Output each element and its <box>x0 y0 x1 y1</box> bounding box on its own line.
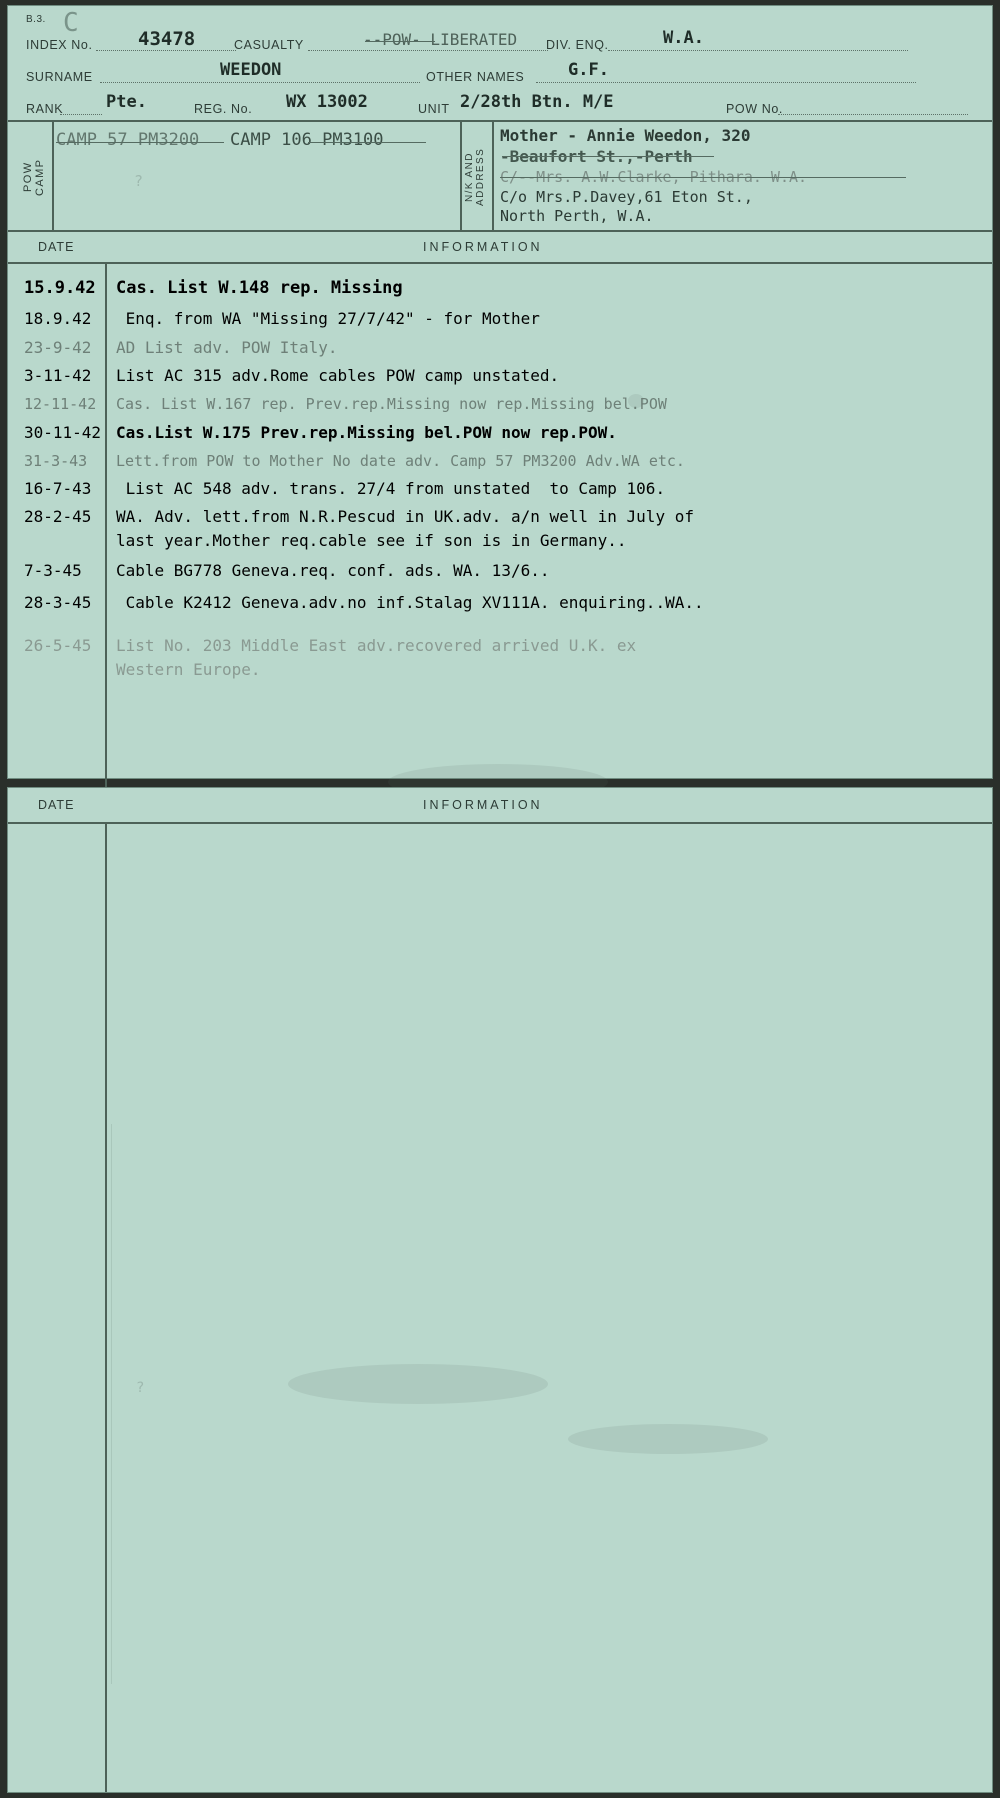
entry-info: Cable BG778 Geneva.req. conf. ads. WA. 13/6.. <box>116 561 550 580</box>
reg-no-value: WX 13002 <box>286 92 368 112</box>
nok-line-3: C/--Mrs. A.W.Clarke, Pithara. W.A. <box>500 168 808 186</box>
div-enq-value: W.A. <box>663 28 704 48</box>
entry-info: Lett.from POW to Mother No date adv. Camp 57 PM3200 Adv.WA etc. <box>116 452 685 470</box>
entries-table-header <box>8 232 992 264</box>
entry-date: 23-9-42 <box>24 338 92 357</box>
pow-camp-side-label: POW CAMP <box>22 158 46 196</box>
nok-line-2: -Beaufort St.,-Perth <box>500 147 693 166</box>
card-header <box>8 6 992 122</box>
other-names-value: G.F. <box>568 60 609 80</box>
entry-info: List AC 548 adv. trans. 27/4 from unstated to Camp 106. <box>116 479 666 498</box>
pow-no-label: POW No. <box>726 102 783 116</box>
entry-info: Cas. List W.167 rep. Prev.rep.Missing now rep.Missing bel.POW <box>116 395 667 413</box>
entry-info-cont: Western Europe. <box>116 660 261 679</box>
entry-info: Cable K2412 Geneva.adv.no inf.Stalag XV111A. enquiring..WA.. <box>116 593 704 612</box>
unit-label: UNIT <box>418 102 450 116</box>
rank-value: Pte. <box>106 92 147 112</box>
entries-body-back: ? <box>8 824 992 1792</box>
surname-label: SURNAME <box>26 70 93 84</box>
other-names-label: OTHER NAMES <box>426 70 525 84</box>
entry-info: WA. Adv. lett.from N.R.Pescud in UK.adv. a/n well in July of <box>116 507 694 526</box>
entry-date: 3-11-42 <box>24 366 92 385</box>
div-enq-label: DIV. ENQ. <box>546 38 609 52</box>
pow-index-card-front <box>8 6 992 778</box>
entries-table-header-back <box>8 788 992 824</box>
reg-no-label: REG. No. <box>194 102 253 116</box>
handwritten-mark: C <box>63 8 79 38</box>
entry-date: 28-2-45 <box>24 507 92 526</box>
surname-value: WEEDON <box>220 60 282 80</box>
entry-date: 26-5-45 <box>24 636 92 655</box>
unit-value: 2/28th Btn. M/E <box>460 92 614 112</box>
entry-date: 18.9.42 <box>24 309 92 328</box>
nok-side-label: N/K AND ADDRESS <box>464 147 486 207</box>
entry-info: List AC 315 adv.Rome cables POW camp unstated. <box>116 366 560 385</box>
index-no-label: INDEX No. <box>26 38 93 52</box>
nok-line-5: North Perth, W.A. <box>500 207 654 225</box>
entry-date: 16-7-43 <box>24 479 92 498</box>
entry-info: Enq. from WA "Missing 27/7/42" - for Mother <box>116 309 540 328</box>
entry-info: Cas. List W.148 rep. Missing <box>116 278 403 298</box>
entry-info: Cas.List W.175 Prev.rep.Missing bel.POW now rep.POW. <box>116 423 617 442</box>
entry-info-cont: last year.Mother req.cable see if son is in Germany.. <box>116 531 627 550</box>
nok-line-4: C/o Mrs.P.Davey,61 Eton St., <box>500 188 753 206</box>
entry-date: 31-3-43 <box>24 452 88 470</box>
bs-label: B.3. <box>26 14 46 25</box>
pow-index-card-back <box>8 788 992 1792</box>
camp-pencil-mark: ? <box>134 172 144 190</box>
casualty-label: CASUALTY <box>234 38 304 52</box>
camp-value-struck: CAMP 57 PM3200 <box>56 130 200 150</box>
date-column-header: DATE <box>38 798 75 812</box>
entry-date: 30-11-42 <box>24 423 102 442</box>
nok-line-1: Mother - Annie Weedon, 320 <box>500 126 751 145</box>
entry-date: 7-3-45 <box>24 561 82 580</box>
entry-info: AD List adv. POW Italy. <box>116 338 338 357</box>
information-column-header: INFORMATION <box>423 240 543 254</box>
information-column-header: INFORMATION <box>423 798 543 812</box>
date-column-header: DATE <box>38 240 75 254</box>
index-no-value: 43478 <box>138 28 196 50</box>
entry-date: 15.9.42 <box>24 278 96 298</box>
entry-info: List No. 203 Middle East adv.recovered arrived U.K. ex <box>116 636 637 655</box>
camp-value-current: CAMP 106 PM3100 <box>230 130 384 150</box>
camp-and-nok-row <box>8 122 992 232</box>
entry-date: 28-3-45 <box>24 593 92 612</box>
entry-date: 12-11-42 <box>24 395 97 413</box>
rank-label: RANK <box>26 102 64 116</box>
casualty-value: --POW- LIBERATED <box>363 30 518 49</box>
